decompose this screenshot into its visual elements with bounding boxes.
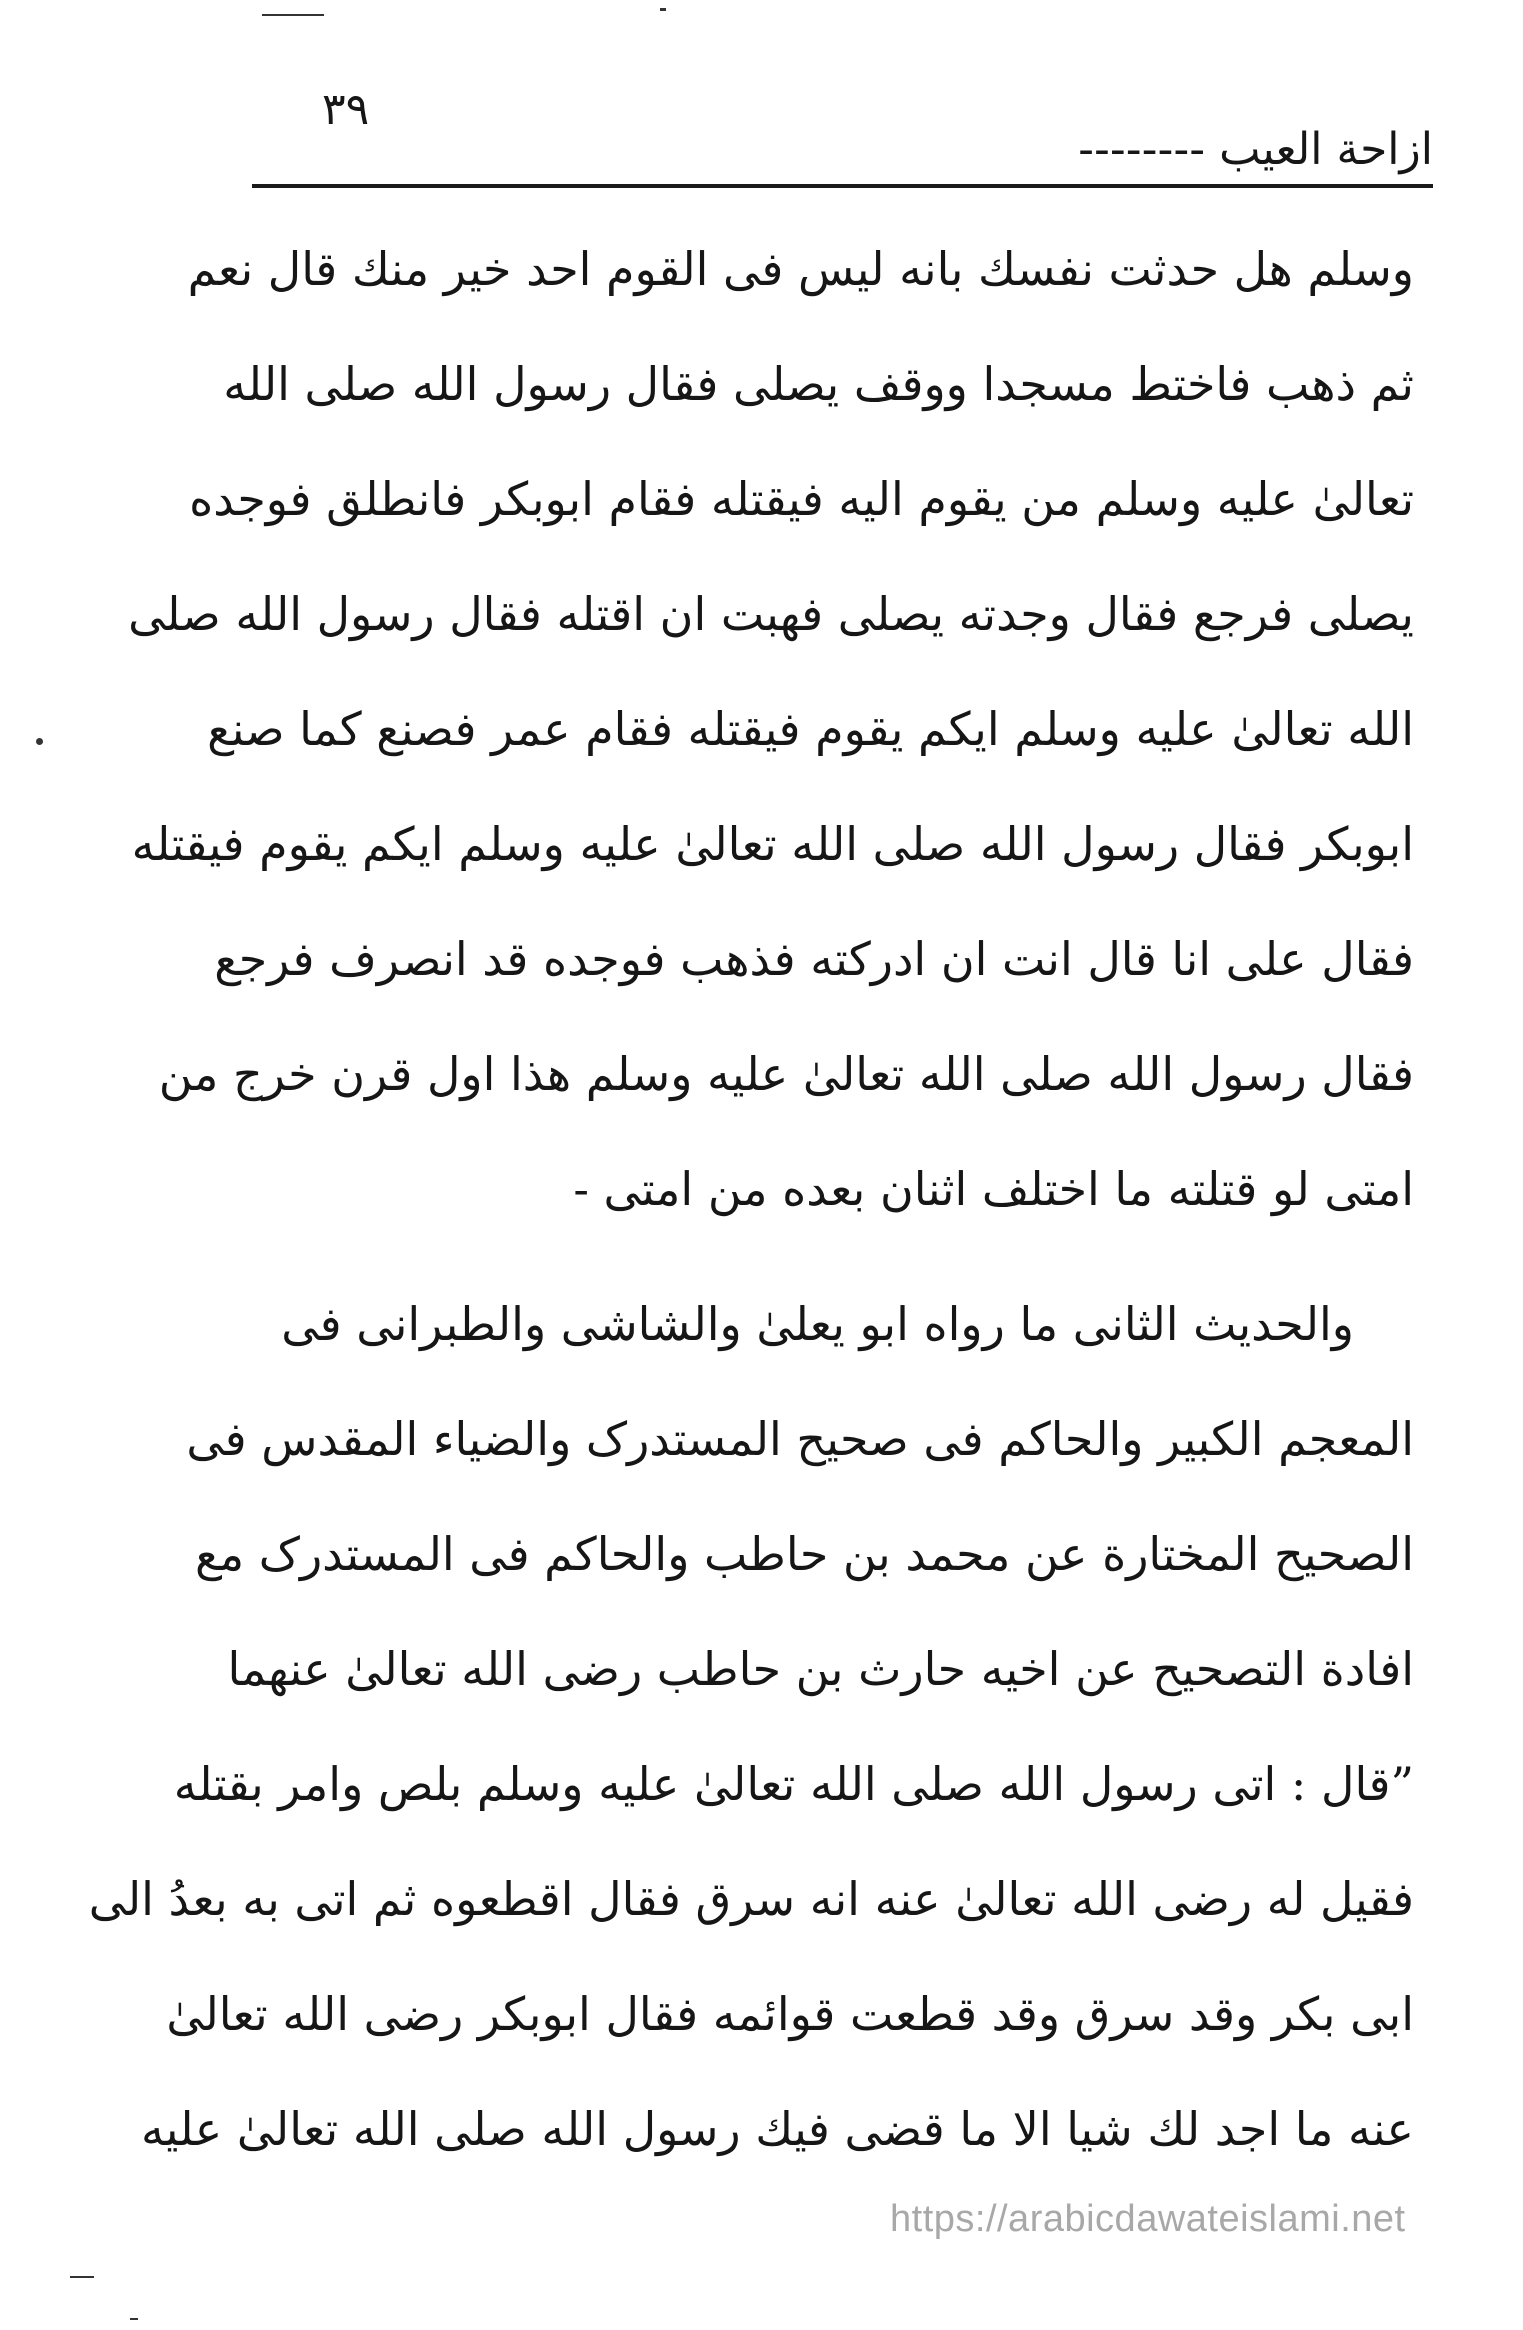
text-line: افادة التصحيح عن اخيه حارث بن حاطب رضی الله تعالیٰ عنهما bbox=[227, 1642, 1414, 1696]
scan-speck bbox=[262, 14, 324, 16]
text-line: الله تعالیٰ عليه وسلم ايکم يقوم فيقتله فقام عمر فصنع کما صنع bbox=[207, 702, 1414, 756]
page-header bbox=[252, 80, 1433, 190]
running-title: ازاحة العيب -------- bbox=[1078, 124, 1433, 175]
page-number: ٣٩ bbox=[322, 84, 370, 135]
text-line: ”قال : اتی رسول الله صلی الله تعالیٰ عليه وسلم بلص وامر بقتله bbox=[173, 1757, 1414, 1811]
text-line: الصحيح المختارة عن محمد بن حاطب والحاکم فی المستدرک مع bbox=[195, 1527, 1414, 1581]
text-line: ابوبکر فقال رسول الله صلی الله تعالیٰ عليه وسلم ايکم يقوم فيقتله bbox=[131, 817, 1414, 871]
text-line: تعالیٰ عليه وسلم من يقوم اليه فيقتله فقام ابوبکر فانطلق فوجده bbox=[189, 472, 1414, 526]
text-line: ثم ذهب فاختط مسجدا ووقف يصلی فقال رسول الله صلی الله bbox=[223, 357, 1414, 411]
scan-speck bbox=[36, 738, 43, 745]
text-line: فقال علی انا قال انت ان ادرکته فذهب فوجده قد انصرف فرجع bbox=[214, 932, 1414, 986]
text-line: ابی بکر وقد سرق وقد قطعت قوائمه فقال ابوبکر رضی الله تعالیٰ bbox=[166, 1987, 1414, 2041]
text-line: وسلم هل حدثت نفسك بانه ليس فی القوم احد خير منك قال نعم bbox=[187, 242, 1414, 296]
text-line: امتی لو قتلته ما اختلف اثنان بعده من امتی - bbox=[573, 1162, 1414, 1216]
text-line: عنه ما اجد لك شيا الا ما قضی فيك رسول الله صلی الله تعالیٰ عليه bbox=[141, 2102, 1414, 2156]
text-line: والحديث الثانی ما رواه ابو يعلیٰ والشاشی والطبرانی فی bbox=[281, 1297, 1354, 1351]
text-line: فقال رسول الله صلی الله تعالیٰ عليه وسلم هذا اول قرن خرج من bbox=[158, 1047, 1414, 1101]
body-text bbox=[88, 212, 1414, 2187]
text-line: المعجم الکبير والحاکم فی صحيح المستدرک والضياء المقدس فی bbox=[186, 1412, 1414, 1466]
source-watermark: https://arabicdawateislami.net bbox=[890, 2198, 1406, 2240]
scan-speck bbox=[130, 2318, 138, 2320]
scan-speck bbox=[660, 8, 666, 11]
text-line: فقيل له رضی الله تعالیٰ عنه انه سرق فقال اقطعوه ثم اتی به بعدُ الی bbox=[88, 1872, 1414, 1926]
scan-speck bbox=[70, 2276, 94, 2278]
text-line: يصلی فرجع فقال وجدته يصلی فهبت ان اقتله فقال رسول الله صلی bbox=[128, 587, 1414, 641]
paragraph-gap bbox=[236, 1247, 1414, 1267]
header-rule bbox=[252, 184, 1433, 188]
